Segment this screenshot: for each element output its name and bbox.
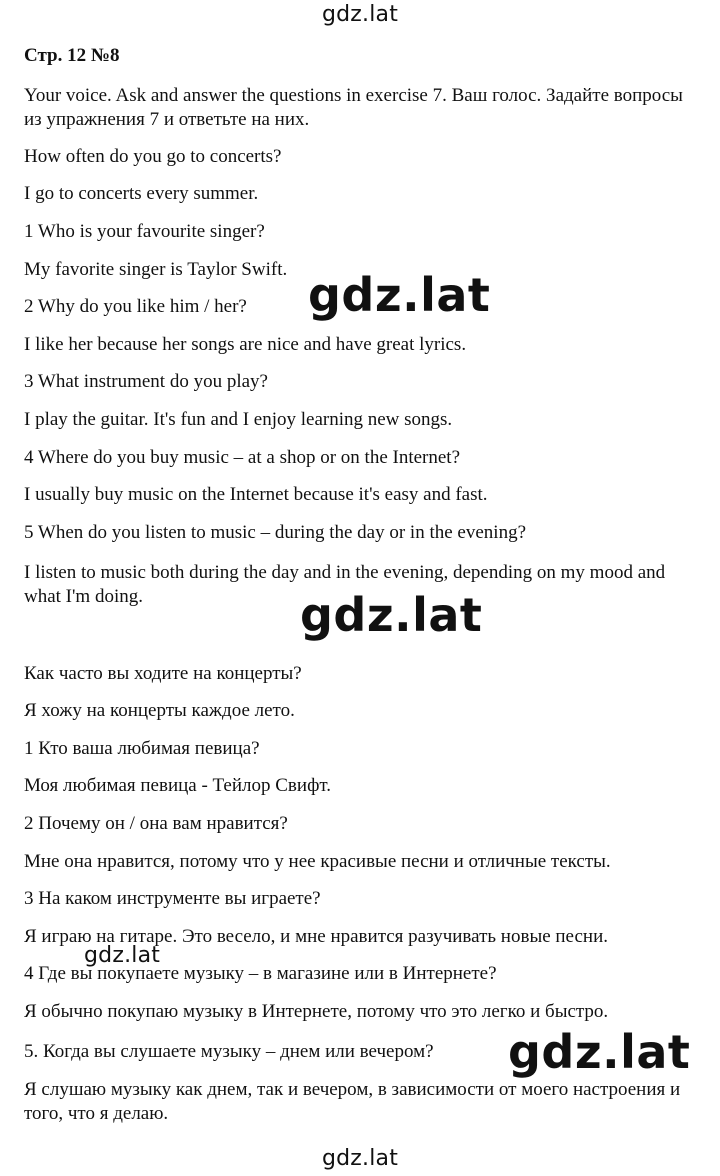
russian-line-4: 2 Почему он / она вам нравится? (24, 813, 288, 834)
russian-line-10: 5. Когда вы слушаете музыку – днем или вечером? (24, 1041, 434, 1062)
russian-line-9: Я обычно покупаю музыку в Интернете, потому что это легко и быстро. (24, 1001, 609, 1022)
watermark-large-1: gdz.lat (308, 268, 491, 322)
english-line-3: My favorite singer is Taylor Swift. (24, 259, 288, 280)
english-line-10: 5 When do you listen to music – during the day or in the evening? (24, 522, 526, 543)
watermark-small-middle: gdz.lat (84, 943, 161, 968)
russian-line-8: 4 Где вы покупаете музыку – в магазине или в Интернете? (24, 963, 497, 984)
watermark-bottom: gdz.lat (321, 1146, 399, 1171)
russian-line-6: 3 На каком инструменте вы играете? (24, 888, 321, 909)
english-line-6: 3 What instrument do you play? (24, 371, 268, 392)
instruction-text: Your voice. Ask and answer the questions in exercise 7. Ваш голос. Задайте вопросы из упражнения 7 и ответьте на них. (24, 85, 683, 130)
english-line-5: I like her because her songs are nice and have great lyrics. (24, 334, 467, 355)
watermark-large-2: gdz.lat (300, 588, 483, 642)
page-title: Стр. 12 №8 (24, 45, 120, 66)
russian-line-3: Моя любимая певица - Тейлор Свифт. (24, 775, 332, 796)
watermark-top: gdz.lat (321, 2, 399, 27)
english-line-1: I go to concerts every summer. (24, 183, 259, 204)
russian-line-0: Как часто вы ходите на концерты? (24, 663, 302, 684)
english-line-9: I usually buy music on the Internet because it's easy and fast. (24, 484, 488, 505)
english-line-2: 1 Who is your favourite singer? (24, 221, 265, 242)
russian-line-2: 1 Кто ваша любимая певица? (24, 738, 260, 759)
english-line-7: I play the guitar. It's fun and I enjoy learning new songs. (24, 409, 453, 430)
russian-line-1: Я хожу на концерты каждое лето. (24, 700, 295, 721)
english-line-0: How often do you go to concerts? (24, 146, 282, 167)
russian-line-5: Мне она нравится, потому что у нее красивые песни и отличные тексты. (24, 851, 611, 872)
english-line-8: 4 Where do you buy music – at a shop or on the Internet? (24, 447, 461, 468)
russian-line-7: Я играю на гитаре. Это весело, и мне нравится разучивать новые песни. (24, 926, 608, 947)
english-line-4: 2 Why do you like him / her? (24, 296, 247, 317)
english-line-11: I listen to music both during the day and in the evening, depending on my mood and what I'm doing. (24, 562, 666, 607)
watermark-large-3: gdz.lat (508, 1025, 691, 1079)
russian-line-11: Я слушаю музыку как днем, так и вечером, в зависимости от моего настроения и того, что я делаю. (24, 1079, 681, 1124)
